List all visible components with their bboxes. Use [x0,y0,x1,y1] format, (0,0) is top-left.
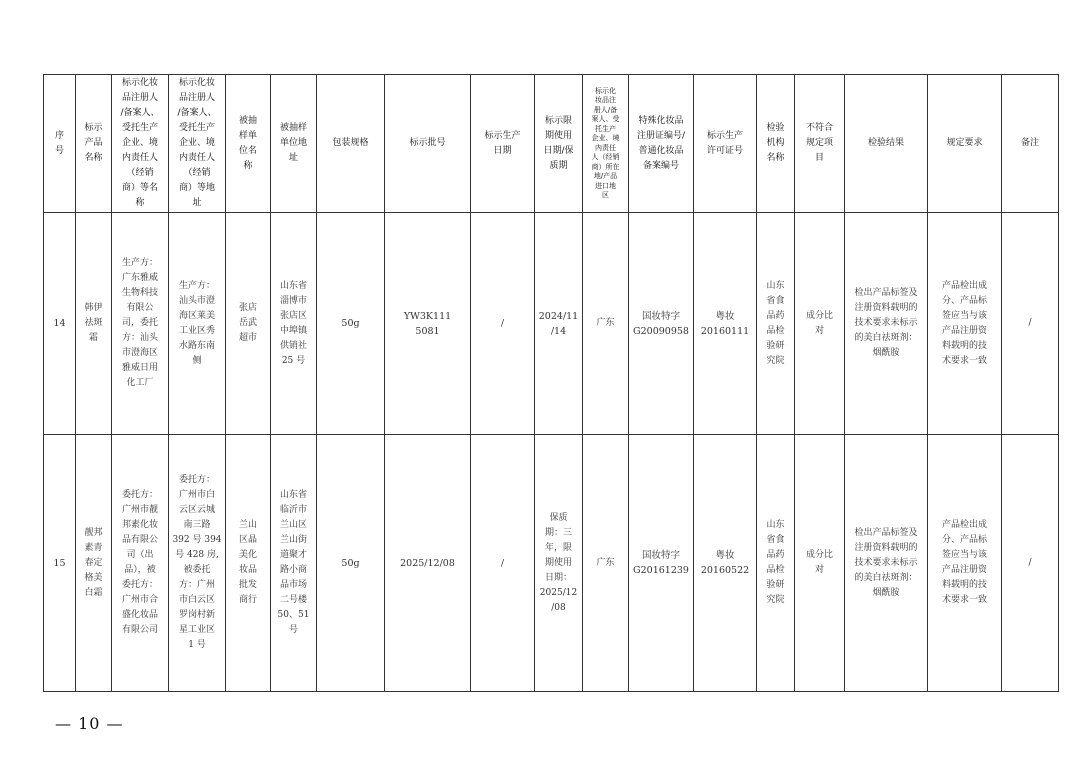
cell-requirement: 产品检出成 分、产品标 签应当与该 产品注册资 料载明的技 术要求一致 [928,213,1002,435]
cell-result: 检出产品标签及 注册资料载明的 技术要求未标示 的美白祛斑剂： 烟酰胺 [845,435,928,692]
cell-institution: 山东 省食 品药 品检 验研 究院 [757,435,795,692]
cell-production-date: / [471,213,535,435]
header-cell-expiry: 标示限 期使用 日期/保 质期 [535,75,583,213]
inspection-results-table [43,74,1059,692]
table-row [44,213,1059,435]
cell-registrant-name: 委托方： 广州市靓 邦素化妆 品有限公 司（出 品），被 委托方： 广州市合 盛化妆品 有限公司 [112,435,169,692]
header-cell-no: 序 号 [44,75,76,213]
cell-remark: / [1002,213,1059,435]
cell-product-name: 韩伊 祛斑 霜 [76,213,112,435]
header-cell-registrant-address: 标示化妆 品注册人 /备案人、 受托生产 企业、境 内责任人 （经销 商）等地 址 [169,75,226,213]
cell-package: 50g [317,213,385,435]
cell-sampled-address: 山东省 临沂市 兰山区 兰山街 道聚才 路小商 品市场 二号楼 50、51 号 [271,435,317,692]
cell-remark: / [1002,435,1059,692]
cell-production-license: 粤妆 20160111 [694,213,757,435]
cell-institution: 山东 省食 品药 品检 验研 究院 [757,213,795,435]
cell-registrant-name: 生产方： 广东雅威 生物科技 有限公 司，委托 方：汕头 市澄海区 雅威日用 化工厂 [112,213,169,435]
page-number: — 10 — [55,714,124,733]
header-cell-production-license: 标示生产 许可证号 [694,75,757,213]
cell-result: 检出产品标签及 注册资料载明的 技术要求未标示 的美白祛斑剂： 烟酰胺 [845,213,928,435]
cell-no: 15 [44,435,76,692]
cell-batch: YW3K111 5081 [385,213,471,435]
cell-batch: 2025/12/08 [385,435,471,692]
cell-sampled-unit: 兰山 区晶 美化 妆品 批发 商行 [226,435,271,692]
cell-license-no: 国妆特字 G20161239 [629,435,694,692]
header-cell-remark: 备注 [1002,75,1059,213]
cell-region: 广东 [583,213,629,435]
cell-registrant-address: 生产方： 汕头市澄 海区莱美 工业区秀 水路东南 侧 [169,213,226,435]
cell-registrant-address: 委托方： 广州市白 云区云城 南三路 392 号 394 号 428 房, 被委托 方：广州 市白云区 罗岗村新 星工业区 1 号 [169,435,226,692]
table-row [44,435,1059,692]
table-header-row [44,75,1059,213]
cell-production-date: / [471,435,535,692]
header-cell-result: 检验结果 [845,75,928,213]
cell-expiry: 保质 期：三 年，限 期使用 日期： 2025/12 /08 [535,435,583,692]
cell-sampled-unit: 张店 岳武 超市 [226,213,271,435]
cell-sampled-address: 山东省 淄博市 张店区 中埠镇 供销社 25 号 [271,213,317,435]
cell-product-name: 靓邦 素青 春定 格美 白霜 [76,435,112,692]
header-cell-package: 包装规格 [317,75,385,213]
header-cell-region: 标示化 妆品注 册人/备 案人、受 托生产 企业、境 内责任 人（经销 商）所在 地/产品 进口地 区 [583,75,629,213]
cell-no: 14 [44,213,76,435]
cell-license-no: 国妆特字 G20090958 [629,213,694,435]
cell-package: 50g [317,435,385,692]
header-cell-requirement: 规定要求 [928,75,1002,213]
header-cell-sampled-address: 被抽样 单位地 址 [271,75,317,213]
header-cell-sampled-unit: 被抽 样单 位名 称 [226,75,271,213]
header-cell-registrant-name: 标示化妆 品注册人 /备案人、 受托生产 企业、境 内责任人 （经销 商）等名 称 [112,75,169,213]
cell-nonconform-item: 成分比 对 [795,213,845,435]
header-cell-license-no: 特殊化妆品 注册证编号/ 普通化妆品 备案编号 [629,75,694,213]
cell-requirement: 产品检出成 分、产品标 签应当与该 产品注册资 料载明的技 术要求一致 [928,435,1002,692]
header-cell-batch: 标示批号 [385,75,471,213]
cell-nonconform-item: 成分比 对 [795,435,845,692]
header-cell-product-name: 标示 产品 名称 [76,75,112,213]
cell-region: 广东 [583,435,629,692]
header-cell-nonconform-item: 不符合 规定项 目 [795,75,845,213]
header-cell-institution: 检验 机构 名称 [757,75,795,213]
header-cell-production-date: 标示生产 日期 [471,75,535,213]
cell-production-license: 粤妆 20160522 [694,435,757,692]
cell-expiry: 2024/11 /14 [535,213,583,435]
